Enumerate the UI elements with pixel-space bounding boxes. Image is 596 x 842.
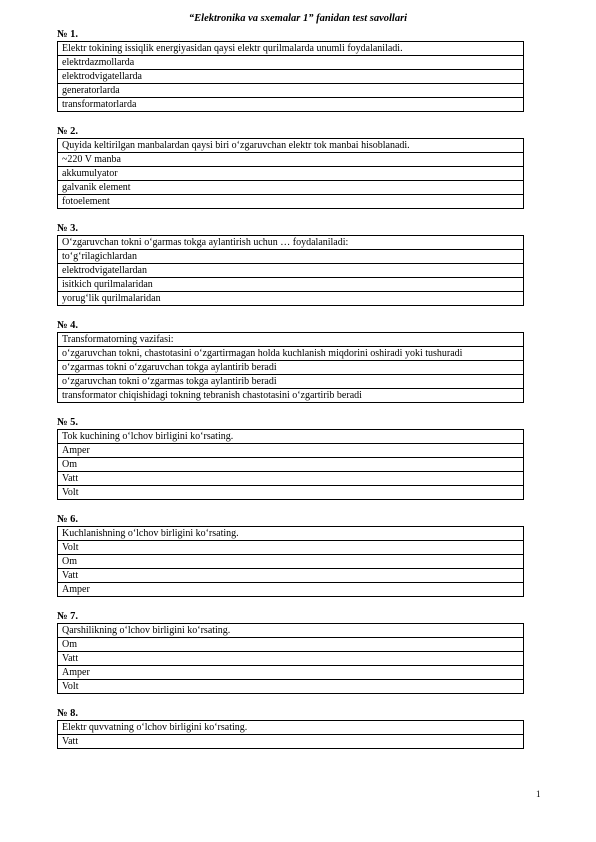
question-number: № 7. [57, 611, 79, 622]
question-block [57, 125, 524, 209]
answer-option: elektrdazmollarda [58, 56, 523, 70]
question-block [57, 610, 524, 694]
answer-option: Vatt [58, 735, 523, 749]
question-text: Elektr quvvatning o‘lchov birligini ko‘rsating. [58, 721, 523, 735]
answer-option: transformator chiqishidagi tokning tebranish chastotasini o‘zgartirib beradi [58, 389, 523, 403]
answer-option: elektrodvigatellarda [58, 70, 523, 84]
answer-option: Amper [58, 444, 523, 458]
question-block [57, 513, 524, 597]
answer-option: o‘zgaruvchan tokni o‘zgarmas tokga aylantirib beradi [58, 375, 523, 389]
question-table [57, 138, 524, 209]
answer-option: Om [58, 555, 523, 569]
question-number: № 6. [57, 514, 79, 525]
question-block [57, 28, 524, 112]
document-title: “Elektronika va sxemalar 1” fanidan test savollari [188, 13, 408, 24]
question-block [57, 416, 524, 500]
question-text: Quyida keltirilgan manbalardan qaysi biri o‘zgaruvchan elektr tok manbai hisoblanadi. [58, 139, 523, 153]
question-block [57, 222, 524, 306]
question-text: Tok kuchining o‘lchov birligini ko‘rsating. [58, 430, 523, 444]
answer-option: Amper [58, 666, 523, 680]
question-text: Qarshilikning o‘lchov birligini ko‘rsating. [58, 624, 523, 638]
question-table [57, 720, 524, 749]
question-table [57, 623, 524, 694]
question-table [57, 41, 524, 112]
question-table [57, 429, 524, 500]
answer-option: o‘zgarmas tokni o‘zgaruvchan tokga aylantirib beradi [58, 361, 523, 375]
question-number: № 1. [57, 29, 79, 40]
question-number: № 2. [57, 126, 79, 137]
answer-option: o‘zgaruvchan tokni, chastotasini o‘zgartirmagan holda kuchlanish miqdorini oshiradi yoki tushuradi [58, 347, 523, 361]
question-block [57, 707, 524, 749]
question-number: № 5. [57, 417, 79, 428]
answer-option: Om [58, 458, 523, 472]
answer-option: galvanik element [58, 181, 523, 195]
question-text: Kuchlanishning o‘lchov birligini ko‘rsating. [58, 527, 523, 541]
answer-option: Vatt [58, 472, 523, 486]
page-number: 1 [536, 789, 541, 799]
answer-option: Om [58, 638, 523, 652]
answer-option: ~220 V manba [58, 153, 523, 167]
answer-option: Vatt [58, 569, 523, 583]
question-table [57, 235, 524, 306]
question-table [57, 332, 524, 403]
answer-option: Amper [58, 583, 523, 597]
answer-option: transformatorlarda [58, 98, 523, 112]
question-list [57, 28, 524, 762]
answer-option: generatorlarda [58, 84, 523, 98]
question-number: № 8. [57, 708, 79, 719]
answer-option: to‘g‘rilagichlardan [58, 250, 523, 264]
answer-option: akkumulyator [58, 167, 523, 181]
question-block [57, 319, 524, 403]
answer-option: Volt [58, 541, 523, 555]
answer-option: Volt [58, 486, 523, 500]
question-table [57, 526, 524, 597]
answer-option: elektrodvigatellardan [58, 264, 523, 278]
answer-option: Vatt [58, 652, 523, 666]
answer-option: fotoelement [58, 195, 523, 209]
answer-option: yorug‘lik qurilmalaridan [58, 292, 523, 306]
question-number: № 4. [57, 320, 79, 331]
question-text: O‘zgaruvchan tokni o‘garmas tokga aylantirish uchun … foydalaniladi: [58, 236, 523, 250]
answer-option: Volt [58, 680, 523, 694]
question-text: Transformatorning vazifasi: [58, 333, 523, 347]
question-number: № 3. [57, 223, 79, 234]
question-text: Elektr tokining issiqlik energiyasidan qaysi elektr qurilmalarda unumli foydalaniladi. [58, 42, 523, 56]
answer-option: isitkich qurilmalaridan [58, 278, 523, 292]
